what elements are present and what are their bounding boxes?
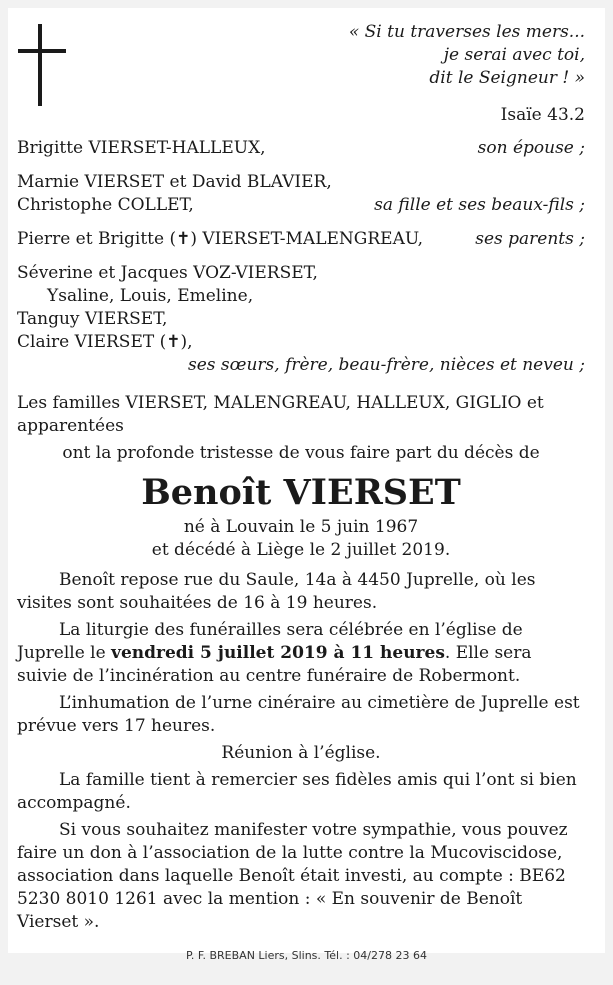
obituary-notice xyxy=(8,8,605,953)
funeral-home-footer: P. F. BREBAN Liers, Slins. Tél. : 04/278 23 64 xyxy=(186,949,427,962)
thanks-paragraph: La famille tient à remercier ses fidèles amis qui l’ont si bien accompagné. xyxy=(17,770,577,813)
deceased-cross-icon: ✝ xyxy=(176,229,191,249)
family-entry-families xyxy=(17,392,585,438)
reunion-line: Réunion à l’église. xyxy=(221,743,381,763)
siblings-line: Séverine et Jacques VOZ-VIERSET, xyxy=(17,263,318,283)
quote-line: je serai avec toi, xyxy=(443,45,585,65)
siblings-line: Ysaline, Louis, Emeline, xyxy=(47,286,254,306)
spouse-name: Brigitte VIERSET-HALLEUX, xyxy=(17,138,266,158)
deceased-name: Benoît VIERSET xyxy=(141,472,461,513)
family-entry-parents xyxy=(17,228,585,251)
parents-names: Pierre et Brigitte (✝) VIERSET-MALENGREAU, xyxy=(17,229,424,249)
birth-death-info xyxy=(17,516,585,562)
funeral-date: vendredi 5 juillet 2019 à 11 heures xyxy=(111,643,445,663)
visiting-paragraph: Benoît repose rue du Saule, 14a à 4450 Juprelle, où les visites sont souhaitées de 16 à 19 heures. xyxy=(17,570,536,613)
spouse-relation: son épouse ; xyxy=(477,138,585,158)
family-entry-siblings xyxy=(17,262,585,377)
family-entry-daughter xyxy=(17,171,585,217)
latin-cross-icon xyxy=(18,24,68,106)
obituary-body xyxy=(17,569,585,934)
quote-reference: Isaïe 43.2 xyxy=(500,105,585,125)
families-line: apparentées xyxy=(17,416,124,436)
daughter-relation: sa fille et ses beaux-fils ; xyxy=(374,195,585,215)
daughter-line: Christophe COLLET, xyxy=(17,195,194,215)
announcement-intro: ont la profonde tristesse de vous faire part du décès de xyxy=(62,443,540,463)
families-line: Les familles VIERSET, MALENGREAU, HALLEUX, GIGLIO et xyxy=(17,393,544,413)
funeral-paragraph: La liturgie des funérailles sera célébrée en l’église de Juprelle le vendredi 5 juillet 2019 à 11 heures. Elle sera suivie de l’incinération au centre funéraire de Robermont. xyxy=(17,620,532,686)
parents-relation: ses parents ; xyxy=(475,229,585,249)
burial-paragraph: L’inhumation de l’urne cinéraire au cimetière de Juprelle est prévue vers 17 heures. xyxy=(17,693,580,736)
siblings-line: Tanguy VIERSET, xyxy=(17,309,168,329)
siblings-relation: ses sœurs, frère, beau-frère, nièces et neveu ; xyxy=(188,355,585,375)
quote-line: dit le Seigneur ! » xyxy=(429,68,585,88)
quote-line: « Si tu traverses les mers... xyxy=(348,22,585,42)
scripture-quote xyxy=(349,21,585,90)
death-line: et décédé à Liège le 2 juillet 2019. xyxy=(151,540,451,560)
deceased-cross-icon: ✝ xyxy=(166,332,181,352)
family-entry-spouse xyxy=(17,137,585,160)
siblings-line: Claire VIERSET (✝), xyxy=(17,332,193,352)
donation-paragraph: Si vous souhaitez manifester votre sympathie, vous pouvez faire un don à l’association de la lutte contre la Mucoviscidose, association dans laquelle Benoît était investi, au compte : BE62 5230 8010 1261 avec la mention : « En souvenir de Benoît Vierset ». xyxy=(17,820,568,932)
birth-line: né à Louvain le 5 juin 1967 xyxy=(183,517,419,537)
daughter-line: Marnie VIERSET et David BLAVIER, xyxy=(17,172,332,192)
